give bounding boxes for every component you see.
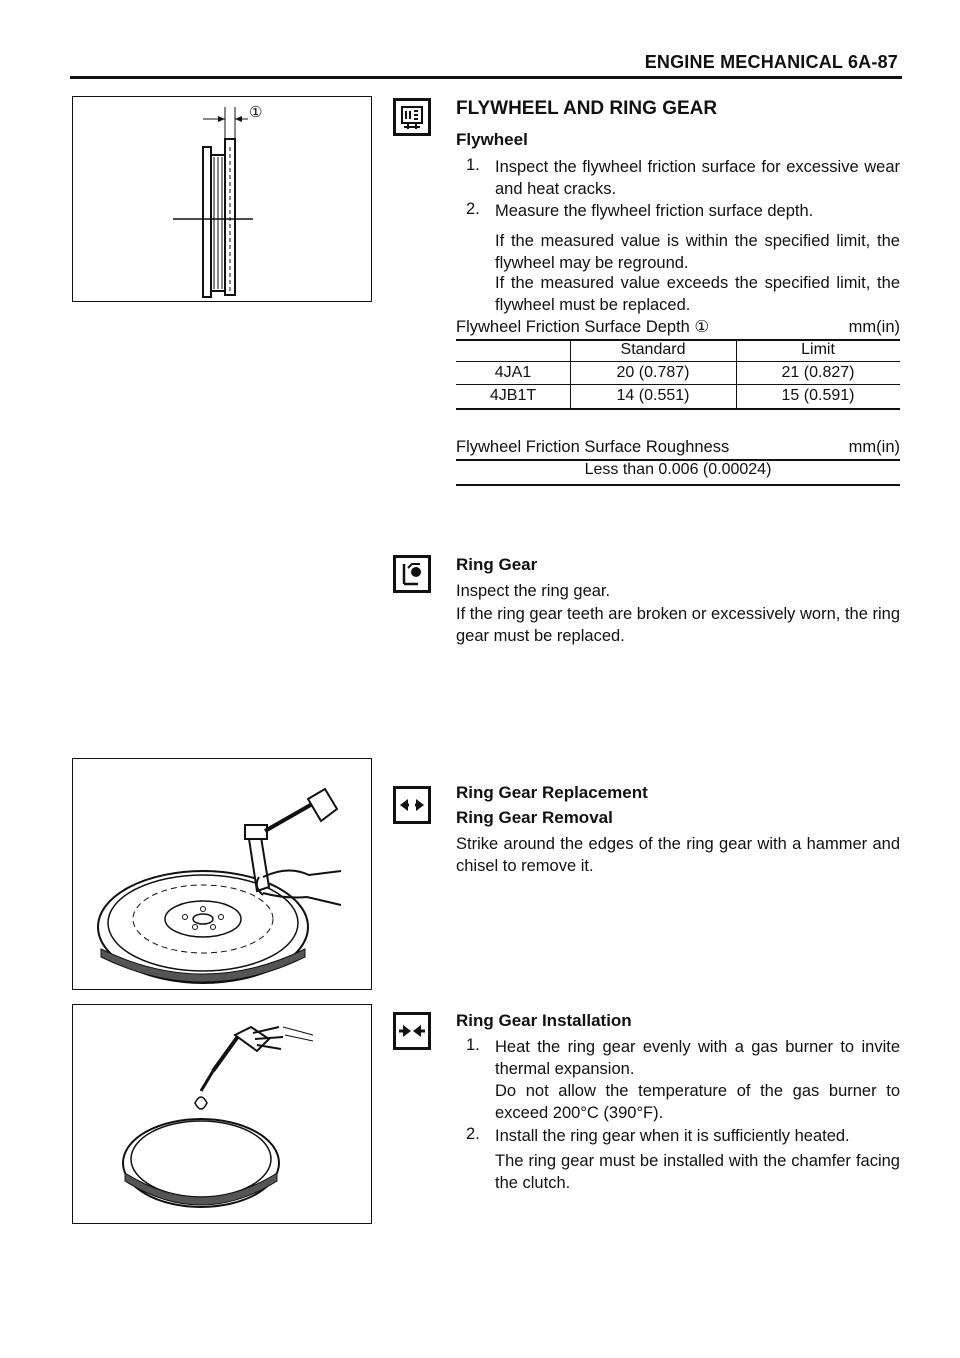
flywheel-cross-section-drawing [73, 97, 371, 301]
ring-gear-removal-figure [72, 758, 372, 990]
ring-gear-removal-text: Strike around the edges of the ring gear with a hammer and chisel to remove it. [456, 835, 900, 875]
flywheel-note-regrind: If the measured value is within the specified limit, the flywheel may be reground. [495, 232, 900, 272]
depth-table-row-rule [456, 384, 900, 385]
subtitle-ring-gear: Ring Gear [456, 555, 538, 574]
depth-header-standard: Standard [620, 341, 686, 358]
depth-table-bottom-rule [456, 408, 900, 410]
depth-row-4jb1t-limit: 15 (0.591) [781, 387, 855, 404]
install-step-1: Heat the ring gear evenly with a gas burner to invite thermal expansion. [495, 1038, 900, 1078]
depth-row-4jb1t-standard: 14 (0.551) [616, 387, 690, 404]
depth-callout-label: ① [249, 104, 263, 121]
flywheel-step-1: Inspect the flywheel friction surface for excessive wear and heat cracks. [495, 158, 900, 198]
roughness-table-bottom-rule [456, 484, 900, 486]
depth-row-4ja1-standard: 20 (0.787) [616, 364, 690, 381]
subtitle-flywheel: Flywheel [456, 130, 528, 149]
hammer-chisel-drawing [73, 759, 371, 989]
gas-burner-drawing [73, 1005, 371, 1223]
ring-gear-replace-text: If the ring gear teeth are broken or excessively worn, the ring gear must be replaced. [456, 605, 900, 645]
step-number: 2. [466, 200, 480, 218]
install-step-2: Install the ring gear when it is sufficiently heated. [495, 1127, 850, 1145]
page-header-title: ENGINE MECHANICAL 6A-87 [644, 52, 898, 72]
section-title-flywheel-ring-gear: FLYWHEEL AND RING GEAR [456, 98, 718, 119]
flywheel-step-2: Measure the flywheel friction surface depth. [495, 202, 814, 220]
depth-table-unit: mm(in) [848, 318, 900, 336]
removal-arrows-icon [393, 786, 431, 824]
depth-row-4ja1-model: 4JA1 [494, 364, 532, 381]
inspect-ring-gear-icon [393, 555, 431, 593]
roughness-table-caption: Flywheel Friction Surface Roughness [456, 438, 730, 456]
step-number: 1. [466, 156, 480, 174]
installation-arrows-icon [393, 1012, 431, 1050]
subtitle-ring-gear-removal: Ring Gear Removal [456, 808, 613, 827]
depth-table-header-rule [456, 361, 900, 362]
install-step-2-note: The ring gear must be installed with the chamfer facing the clutch. [495, 1152, 900, 1192]
subtitle-ring-gear-installation: Ring Gear Installation [456, 1011, 632, 1030]
header-rule [70, 76, 902, 79]
flywheel-note-replace: If the measured value exceeds the specified limit, the flywheel must be replaced. [495, 274, 900, 314]
flywheel-depth-figure [72, 96, 372, 302]
ring-gear-heating-figure [72, 1004, 372, 1224]
depth-table-caption: Flywheel Friction Surface Depth ① [456, 318, 710, 336]
inspect-flywheel-icon [393, 98, 431, 136]
step-number: 1. [466, 1036, 480, 1054]
step-number: 2. [466, 1125, 480, 1143]
depth-row-4ja1-limit: 21 (0.827) [781, 364, 855, 381]
depth-row-4jb1t-model: 4JB1T [489, 387, 537, 404]
subtitle-ring-gear-replacement: Ring Gear Replacement [456, 783, 648, 802]
roughness-table-unit: mm(in) [848, 438, 900, 456]
ring-gear-inspect-text: Inspect the ring gear. [456, 582, 611, 600]
roughness-value: Less than 0.006 (0.00024) [584, 461, 772, 478]
install-step-1-note: Do not allow the temperature of the gas burner to exceed 200°C (390°F). [495, 1082, 900, 1122]
depth-header-limit: Limit [801, 341, 835, 358]
